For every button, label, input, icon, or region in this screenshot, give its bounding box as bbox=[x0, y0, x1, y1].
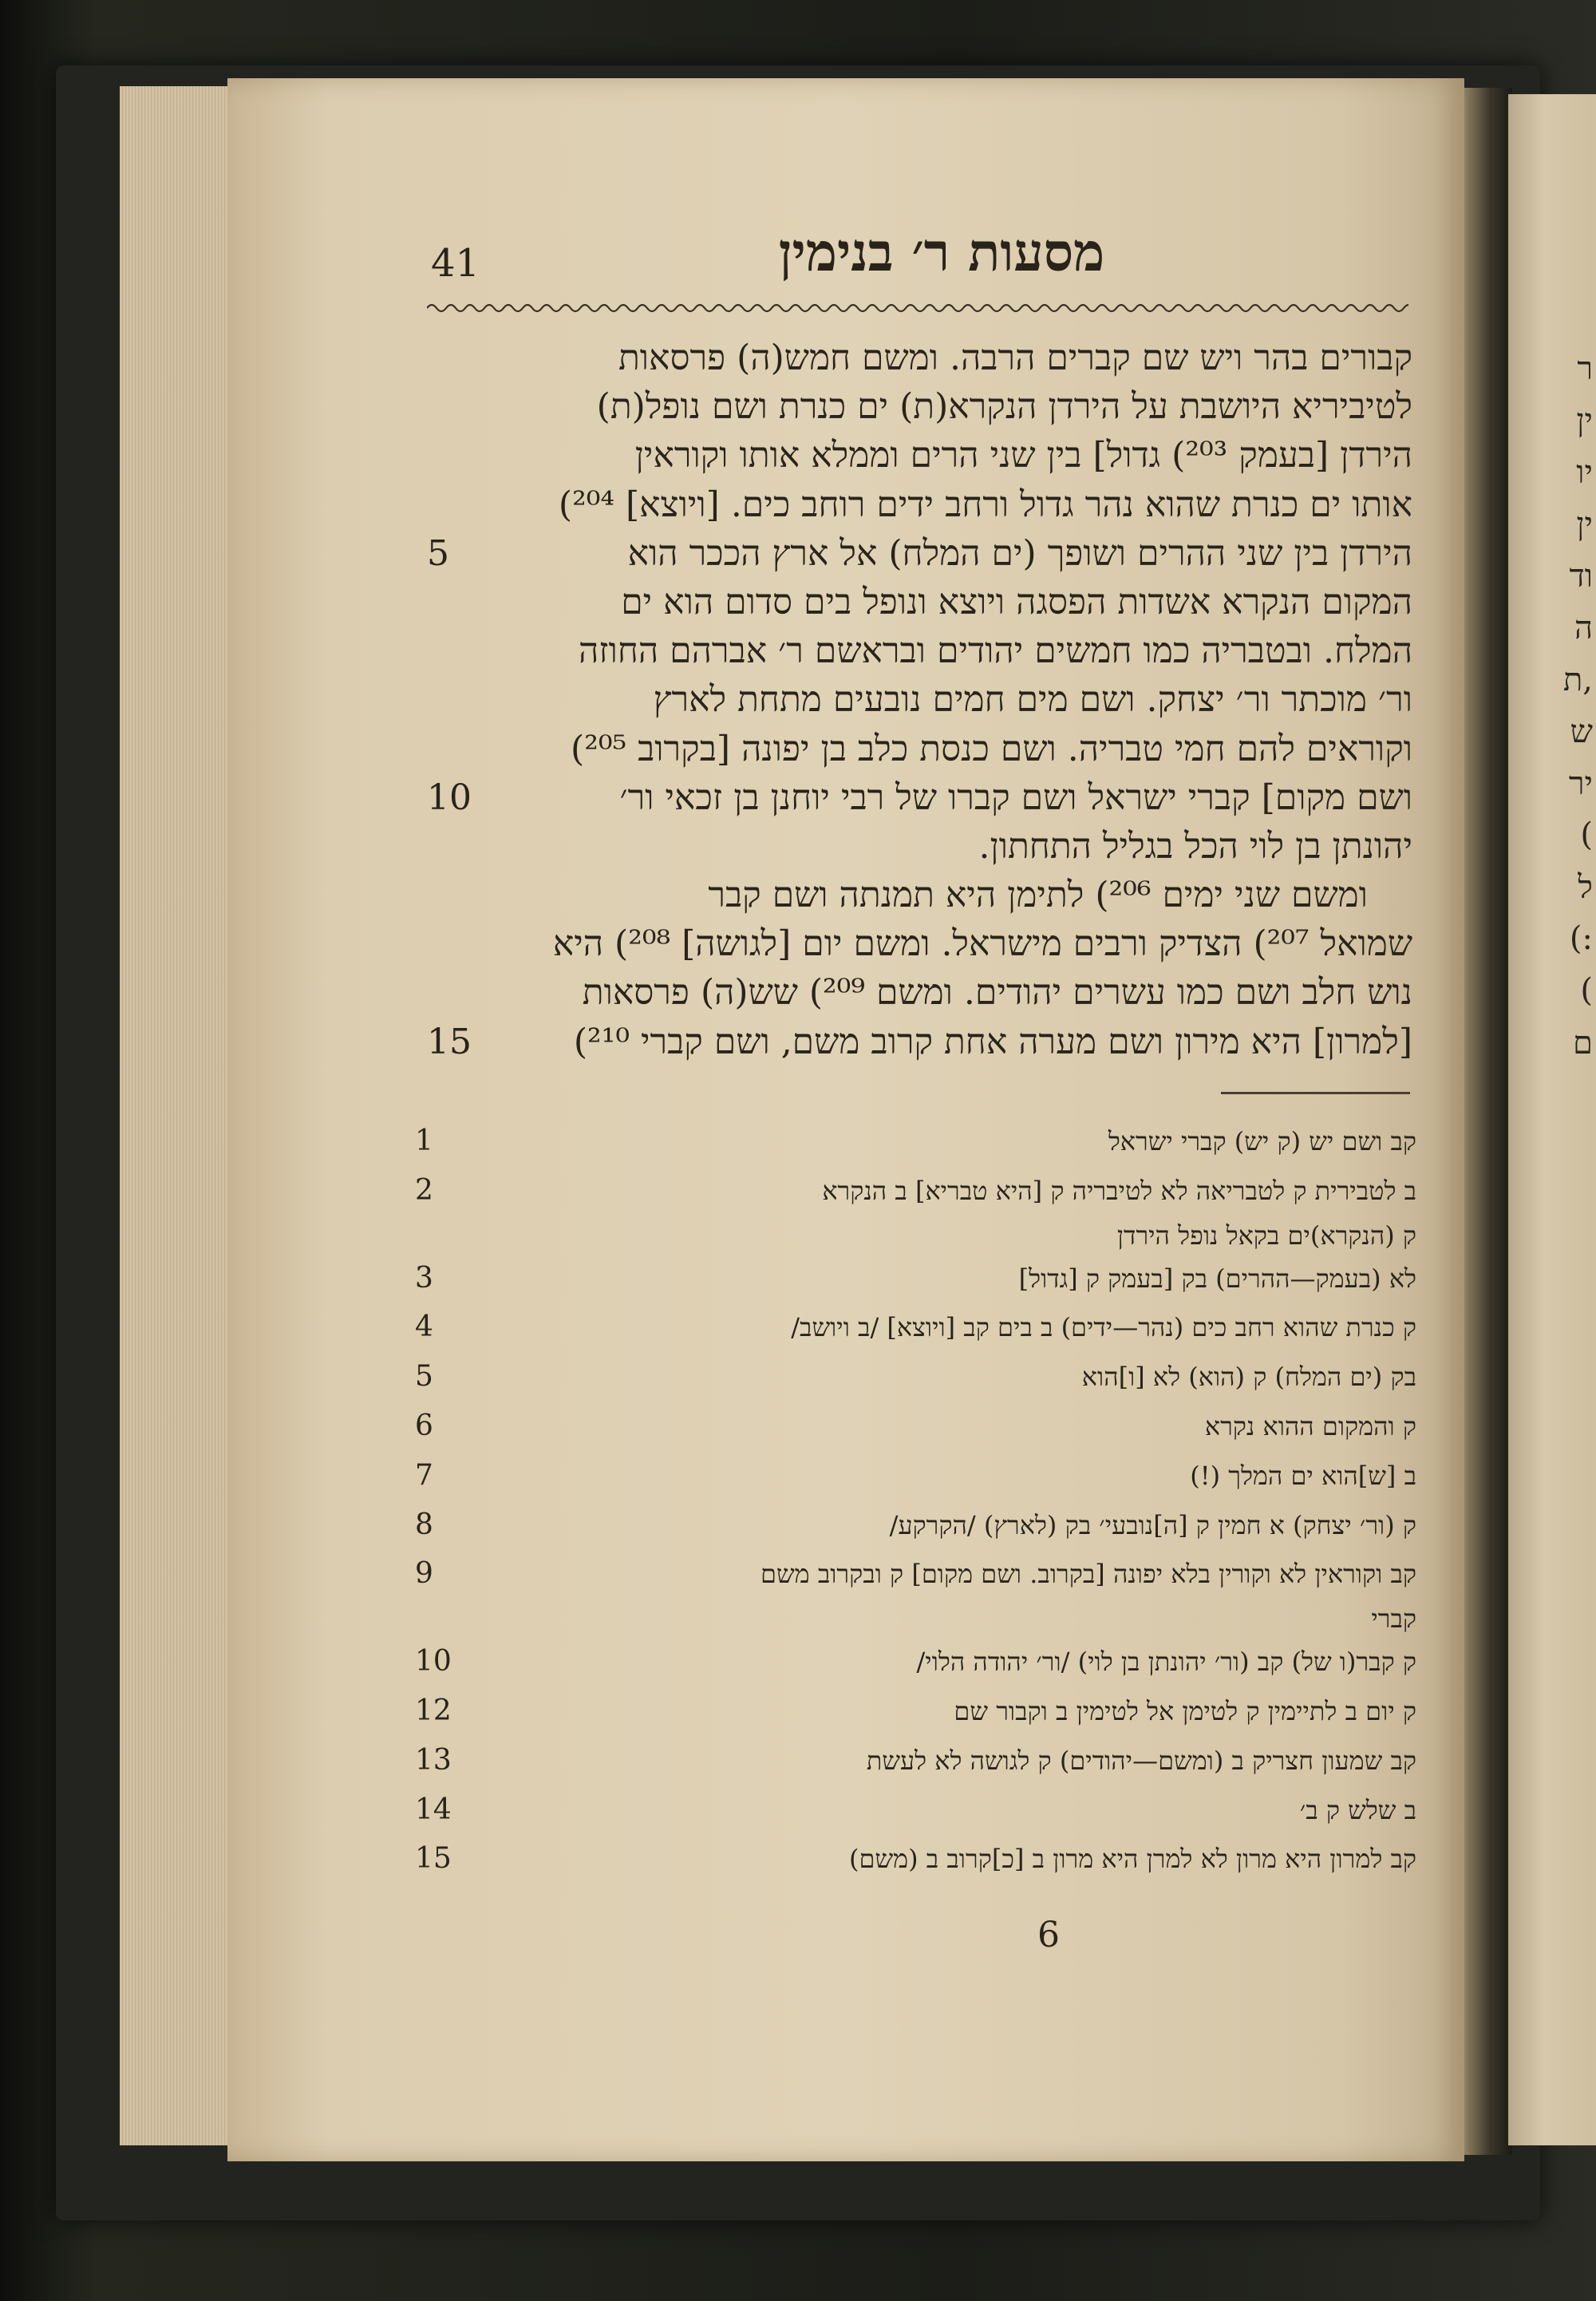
apparatus-line-number: 13 bbox=[415, 1743, 452, 1777]
page-edges bbox=[120, 86, 239, 2145]
apparatus-row bbox=[415, 1636, 1416, 1686]
apparatus-row bbox=[415, 1785, 1416, 1834]
facing-page-edge bbox=[1508, 94, 1596, 2145]
apparatus-line-number: 10 bbox=[415, 1645, 452, 1678]
apparatus-line-number: 3 bbox=[415, 1261, 433, 1295]
apparatus-text: ק יום ב לתיימין ק לטימן אל לטימין ב וקבור שם bbox=[954, 1695, 1416, 1726]
text-line: ור׳ מוכתר ור׳ יצחק. ושם מים חמים נובעים מתחת לארץ bbox=[653, 679, 1412, 721]
facing-page-glyph: ם bbox=[1573, 1025, 1593, 1062]
critical-apparatus bbox=[415, 1116, 1416, 1883]
facing-page-glyph: ין bbox=[1576, 402, 1593, 439]
apparatus-line-number: 5 bbox=[415, 1360, 433, 1394]
facing-page-glyph: ר bbox=[1577, 350, 1593, 387]
apparatus-row bbox=[415, 1302, 1416, 1351]
apparatus-line-number: 9 bbox=[415, 1557, 433, 1591]
apparatus-row bbox=[415, 1253, 1416, 1303]
facing-page-glyph: ש bbox=[1570, 714, 1593, 750]
apparatus-text: ק (ור׳ יצחק) א חמין ק [ה]נובעי׳ בק (לארץ) /הקרקע/ bbox=[889, 1509, 1416, 1540]
apparatus-line-number: 15 bbox=[415, 1842, 452, 1876]
text-line: [למרון] היא מירון ושם מערה אחת קרוב משם, ושם קברי ²¹⁰) bbox=[573, 1021, 1412, 1062]
apparatus-text: ב לטבירית ק לטבריאה לא לטיבריה ק [היא טבריא] ב הנקרא bbox=[822, 1175, 1416, 1206]
page-number: 41 bbox=[431, 241, 480, 286]
running-title: מסעות ר׳ בנימין bbox=[778, 221, 1105, 283]
apparatus-row bbox=[415, 1450, 1416, 1500]
book-gutter bbox=[1464, 88, 1512, 2155]
apparatus-line-number: 14 bbox=[415, 1793, 452, 1826]
text-line: וקוראים להם חמי טבריה. ושם כנסת כלב בן יפונה [בקרוב ²⁰⁵) bbox=[571, 728, 1412, 769]
main-text bbox=[507, 334, 1412, 1066]
apparatus-text: קב ושם יש (ק יש) קברי ישראל bbox=[1108, 1126, 1416, 1156]
apparatus-row bbox=[415, 1401, 1416, 1450]
facing-page-glyph: יו bbox=[1576, 454, 1593, 491]
text-line: הירדן בין שני ההרים ושופך (ים המלח) אל ארץ הככר הוא bbox=[627, 532, 1412, 574]
apparatus-line-number: 7 bbox=[415, 1458, 433, 1492]
apparatus-text: קב שמעון חצריק ב (ומשם—יהודים) ק לגושה לא לעשת bbox=[866, 1745, 1416, 1776]
apparatus-row bbox=[415, 1116, 1416, 1165]
apparatus-row bbox=[415, 1165, 1416, 1215]
apparatus-row bbox=[415, 1500, 1416, 1549]
wavy-rule bbox=[427, 299, 1408, 317]
apparatus-line-number: 1 bbox=[415, 1125, 433, 1157]
apparatus-line-number: 12 bbox=[415, 1694, 452, 1727]
text-line: המלח. ובטבריה כמו חמשים יהודים ובראשם ר׳ אברהם החוזה bbox=[579, 631, 1412, 672]
apparatus-text: קברי bbox=[1371, 1603, 1416, 1635]
facing-page-glyph: יר bbox=[1568, 765, 1593, 802]
text-line: ומשם שני ימים ²⁰⁶) לתימן היא תמנתה ושם קבר bbox=[708, 875, 1368, 916]
apparatus-row bbox=[415, 1735, 1416, 1785]
text-line: המקום הנקרא אשדות הפסגה ויוצא ונופל בים סדום הוא ים bbox=[621, 581, 1412, 623]
apparatus-text: ק קבר(ו של) קב (ור׳ יהונתן בן לוי) /ור׳ יהודה הלוי/ bbox=[916, 1647, 1416, 1678]
facing-page-glyph: ין bbox=[1576, 506, 1593, 543]
text-line: שמואל ²⁰⁷) הצדיק ורבים מישראל. ומשם יום [לגושה] ²⁰⁸) היא bbox=[552, 923, 1412, 965]
text-line: אותו ים כנרת שהוא נהר גדול ורחב ידים רוחב כים. [ויוצא] ²⁰⁴) bbox=[558, 484, 1412, 525]
facing-page-glyph: ת, bbox=[1562, 662, 1593, 698]
text-line: ושם מקום] קברי ישראל ושם קברו של רבי יוחנן בן זכאי ור׳ bbox=[619, 777, 1412, 818]
text-line: הירדן [בעמק ²⁰³) גדול] בין שני הרים וממלא אותו וקוראין bbox=[634, 435, 1412, 476]
apparatus-text: בק (ים המלח) ק (הוא) לא [ו]הוא bbox=[1081, 1362, 1416, 1393]
apparatus-text: קב למרון היא מרון לא למרן היא מרון ב [כ]קרוב ב (משם) bbox=[849, 1844, 1416, 1875]
facing-page-glyph: ל bbox=[1578, 869, 1593, 906]
line-number: 5 bbox=[427, 532, 449, 574]
apparatus-row bbox=[415, 1548, 1416, 1598]
text-line: קבורים בהר ויש שם קברים הרבה. ומשם חמש(ה) פרסאות bbox=[618, 338, 1412, 378]
text-line: לטיביריא היושבת על הירדן הנקרא(ת) ים כנרת ושם נופל(ת) bbox=[596, 386, 1412, 428]
footnote-separator bbox=[1221, 1092, 1410, 1094]
apparatus-text: ק והמקום ההוא נקרא bbox=[1204, 1410, 1416, 1441]
text-line: יהונתן בן לוי הכל בגליל התחתון. bbox=[978, 825, 1412, 867]
facing-page-glyph: (: bbox=[1569, 920, 1593, 957]
signature-mark: 6 bbox=[1037, 1915, 1060, 1955]
apparatus-row bbox=[415, 1833, 1416, 1883]
facing-page-glyph: וד bbox=[1569, 558, 1593, 595]
text-line: נוש חלב ושם כמו עשרים יהודים. ומשם ²⁰⁹) שש(ה) פרסאות bbox=[582, 972, 1412, 1014]
facing-page-glyph: ( bbox=[1580, 816, 1593, 853]
apparatus-text: ב שלש ק ב׳ bbox=[1299, 1794, 1416, 1825]
line-number: 15 bbox=[427, 1021, 472, 1062]
apparatus-continuation bbox=[415, 1598, 1416, 1636]
apparatus-row bbox=[415, 1686, 1416, 1735]
apparatus-line-number: 2 bbox=[415, 1173, 433, 1207]
apparatus-text: ק כנרת שהוא רחב כים (נהר—ידים) ב בים קב [ויוצא] /ב ויושב/ bbox=[791, 1312, 1416, 1343]
apparatus-text: לא (בעמק—ההרים) בק [בעמק ק [גדול] bbox=[1018, 1263, 1416, 1294]
line-number: 10 bbox=[427, 777, 472, 818]
apparatus-line-number: 4 bbox=[415, 1311, 433, 1344]
apparatus-text: קב וקוראין לא וקורין בלא יפונה [בקרוב. ושם מקום] ק ובקרוב משם bbox=[760, 1559, 1416, 1590]
apparatus-row bbox=[415, 1351, 1416, 1401]
apparatus-continuation bbox=[415, 1215, 1416, 1253]
apparatus-text: ב [ש]הוא ים המלך (!) bbox=[1190, 1460, 1416, 1491]
facing-page-glyph: ה bbox=[1574, 610, 1593, 646]
apparatus-line-number: 8 bbox=[415, 1508, 433, 1541]
facing-page-glyph: ( bbox=[1580, 972, 1593, 1009]
apparatus-line-number: 6 bbox=[415, 1409, 433, 1442]
apparatus-text: ק (הנקרא)ים בקאל נופל הירדן bbox=[1116, 1220, 1416, 1251]
